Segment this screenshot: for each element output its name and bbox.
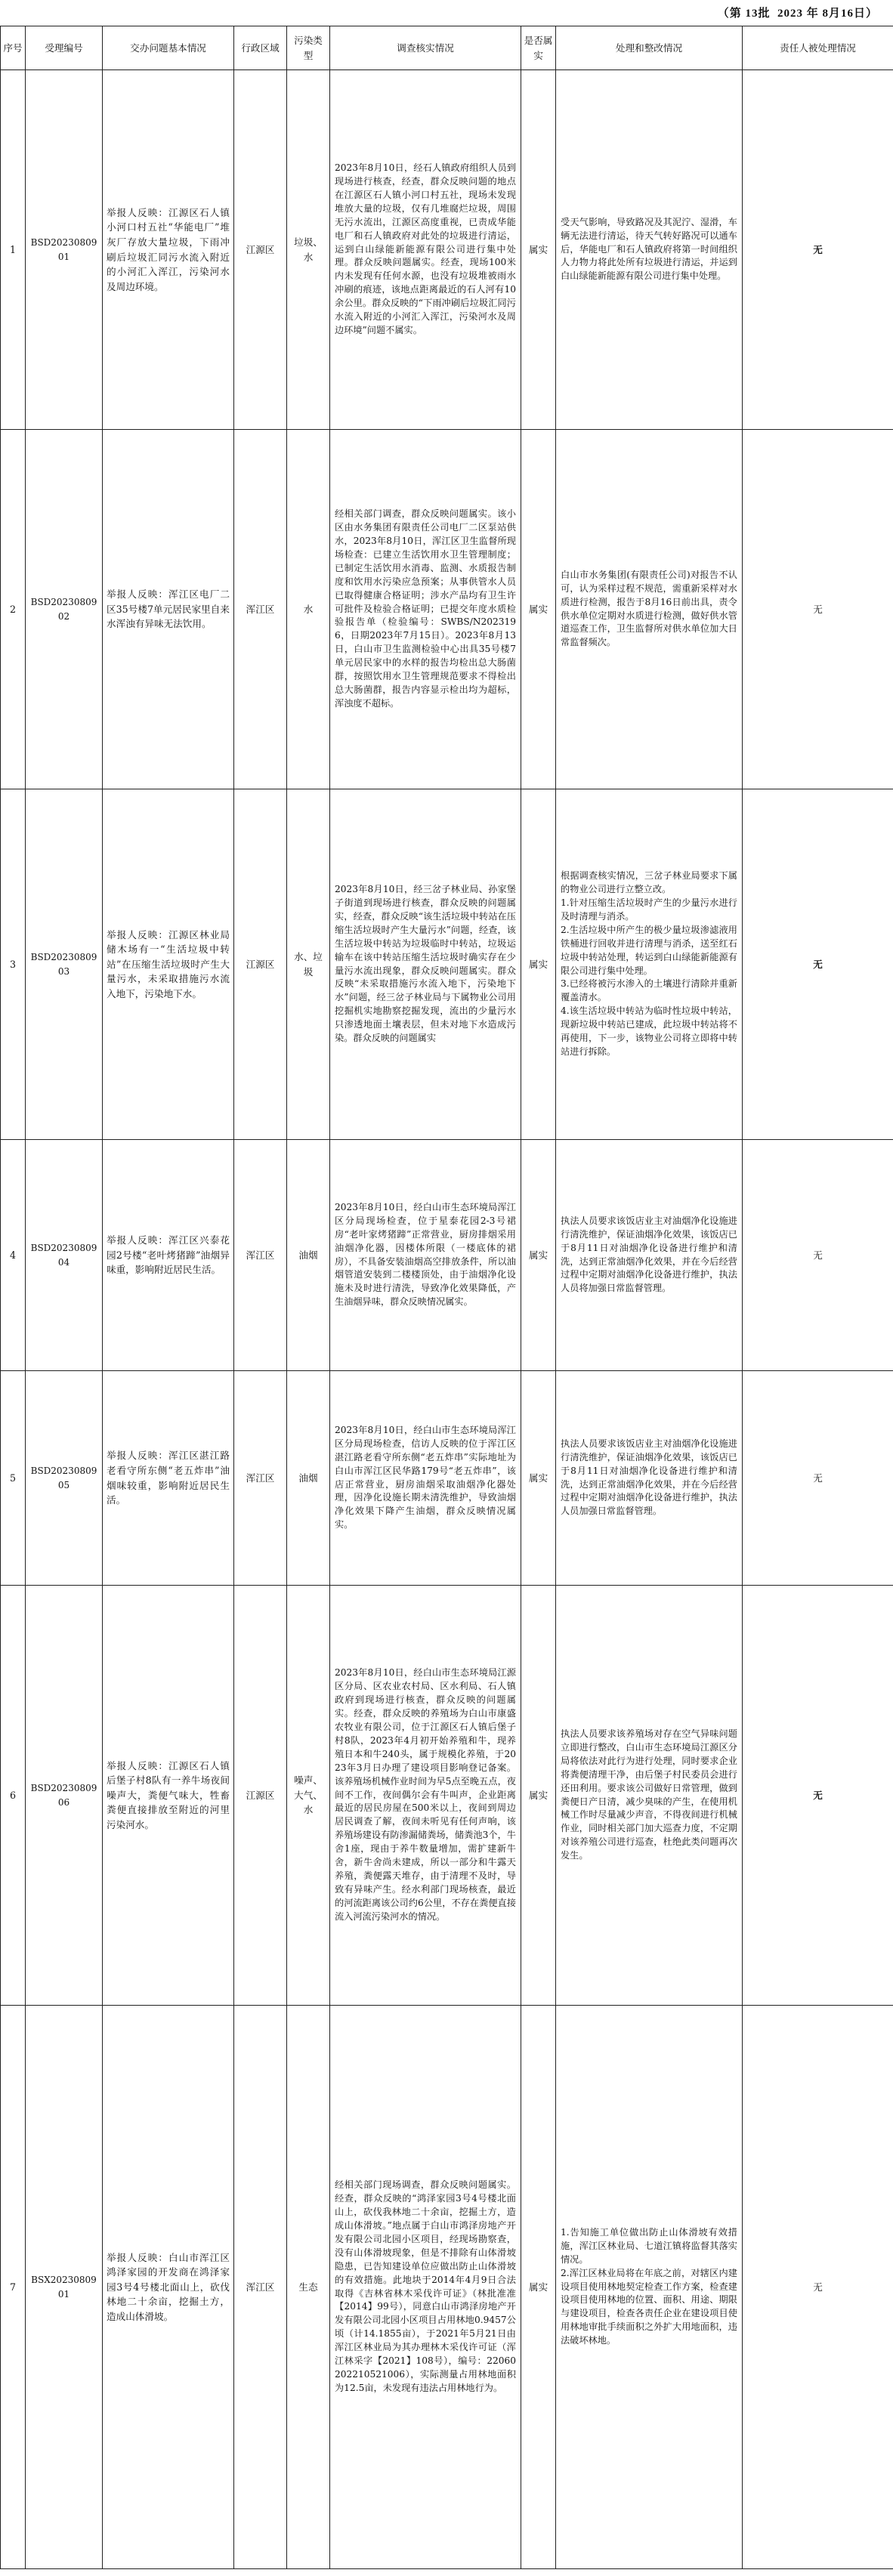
row-district: 江源区	[234, 789, 287, 1140]
row-id: BSD2023080903	[26, 789, 103, 1140]
row-id: BSD2023080902	[26, 430, 103, 789]
handling-text: 执法人员要求该饭店业主对油烟净化设施进行清洗维护，保证油烟净化效果，该饭店已于8月11日对油烟净化设备进行维护和清洗，达到正常油烟净化效果，并在今后经营过程中定期对油烟净化设备进行维护，执法人员将加强日常监督管理。	[561, 1215, 737, 1294]
handling-text: 执法人员要求该养殖场对存在空气异味问题立即进行整改，白山市生态环境局江源区分局将依法对此行为进行处理，同时要求企业将粪便清理干净，由后堡子村民委员会进行还田利用。要求该公司做好日常管理，做到粪便日产日清，减少臭味的产生，在使用机械工作时尽量减少声音，不得夜间进行机械作业，同时相关部门加大巡查力度，不定期对该养殖公司进行巡查，杜绝此类问题再次发生。	[561, 1728, 737, 1861]
row-verified: 属实	[521, 70, 556, 430]
row-findings: 经相关部门调查，群众反映问题属实。该小区由水务集团有限责任公司电厂二区泵站供水，2023年8月10日，浑江区卫生监督所现场检查：已建立生活饮用水卫生管理制度；已制定生活饮用水消毒、监测、水质报告制度和饮用水污染应急预案；从事供管水人员已取得健康合格证明；涉水产品均有卫生许可批件及检验合格证明；已提交年度水质检验报告单（检验编号：SWBS/N2023196，日期2023年7月15日）。2023年8月13日，白山市卫生监测检验中心出具35号楼7单元居民家中的水样的报告均检出总大肠菌群，按照饮用水卫生管理规范要求不得检出总大肠菌群，报告内容显示检出均为超标，浑浊度不超标。	[330, 430, 521, 789]
row-issue: 举报人反映：浑江区兴泰花园2号楼“老叶烤猪蹄”油烟异味重，影响附近居民生活。	[103, 1140, 234, 1371]
row-handling	[556, 789, 743, 1140]
table-row	[1, 1140, 893, 1371]
row-verified: 属实	[521, 430, 556, 789]
row-district: 浑江区	[234, 1371, 287, 1586]
row-findings: 2023年8月10日，经白山市生态环境局江源区分局、区农业农村局、区水利局、石人镇政府到现场进行核查，群众反映的问题属实。经查，群众反映的养殖场为白山市康盛农牧业有限公司，位于江源区石人镇后堡子村8队，2023年4月初开始养殖和牛，现养殖日本和牛240头，属于规模化养殖，于2023年3月日办理了建设项目影响登记备案。该养殖场机械作业时间为早5点至晚五点，夜间不工作，夜间偶尔会有牛叫声，企业距离最近的居民房屋在500米以上，夜间到周边居民调查了解，夜间未听见有任何声响，该养殖场建设有防渗漏储粪场，储粪池3个，牛舍1座，现由于养牛数量增加，需扩建新牛舍，新牛舍尚未建成，所以一部分和牛露天养殖，粪便露天堆存，由于清理不及时，导致有异味产生。经水利部门现场核查，最近的河流距离该公司约6公里，不存在粪便直接流入河流污染河水的情况。	[330, 1586, 521, 2006]
col-header-verified: 是否属实	[521, 26, 556, 70]
row-type: 生态	[287, 2006, 330, 2569]
col-header-type: 污染类型	[287, 26, 330, 70]
row-verified: 属实	[521, 789, 556, 1140]
row-responsibility: 无	[743, 789, 893, 1140]
row-issue: 举报人反映：浑江区电厂二区35号楼7单元居民家里自来水浑浊有异味无法饮用。	[103, 430, 234, 789]
table-header-row	[1, 26, 893, 70]
handling-text: 1.告知施工单位做出防止山体滑坡有效措施，浑江区林业局、七道江镇将监督其落实情况。 2.浑江区林业局将在年底之前，对辖区内建设项目使用林地契定检查工作方案，检查建设项目使用林地的位置、面积、用途、期限与建设项目，检查各责任企业在建设项目使用林地审批手续面积之外扩大用地面积，违法破坏林地。	[561, 2226, 737, 2346]
table-row	[1, 2006, 893, 2569]
row-issue: 举报人反映：浑江区湛江路老看守所东侧“老五炸串”油烟味较重，影响附近居民生活。	[103, 1371, 234, 1586]
row-type: 油烟	[287, 1371, 330, 1586]
row-responsibility: 无	[743, 70, 893, 430]
row-district: 浑江区	[234, 430, 287, 789]
row-no: 3	[1, 789, 26, 1140]
row-findings: 2023年8月10日，经白山市生态环境局浑江区分局现场检查，信访人反映的位于浑江区湛江路老看守所东侧“老五炸串”实际地址为白山市浑江区民华路179号“老五炸串”，该店正常营业，厨房油烟采取油烟净化器处理，因净化设施长期未清洗维护，导致油烟净化效果下降产生油烟，群众反映情况属实。	[330, 1371, 521, 1586]
col-header-district: 行政区域	[234, 26, 287, 70]
row-type: 噪声、大气、水	[287, 1586, 330, 2006]
row-id: BSD2023080905	[26, 1371, 103, 1586]
row-id: BSX2023080901	[26, 2006, 103, 2569]
row-handling	[556, 1371, 743, 1586]
row-verified: 属实	[521, 1371, 556, 1586]
row-no: 4	[1, 1140, 26, 1371]
row-handling	[556, 70, 743, 430]
row-handling	[556, 1586, 743, 2006]
row-verified: 属实	[521, 2006, 556, 2569]
row-responsibility: 无	[743, 430, 893, 789]
row-issue: 举报人反映：江源区石人镇小河口村五社“华能电厂”堆灰厂存放大量垃圾，下雨冲刷后垃圾汇同污水流入附近的小河汇入浑江，污染河水及周边环境。	[103, 70, 234, 430]
row-type: 油烟	[287, 1140, 330, 1371]
handling-text: 根据调查核实情况，三岔子林业局要求下属的物业公司进行立整立改。 1.针对压缩生活垃圾时产生的少量污水进行及时清理与消杀。 2.生活垃圾中所产生的极少量垃圾渗滤液用铁桶进行回收并进行清理与消杀，送至红石垃圾中转站处理，转运到白山绿能新能源有限公司进行集中处理。 3.已经将被污水渗入的土壤进行清除并重新覆盖清水。 4.该生活垃圾中转站为临时性垃圾中转站，现新垃圾中转站已建成，此垃圾中转站将不再使用，下一步，该物业公司将立即将中转站进行拆除。	[561, 869, 737, 1058]
col-header-handling: 处理和整改情况	[556, 26, 743, 70]
row-findings: 2023年8月10日，经三岔子林业局、孙家堡子街道到现场进行核查，群众反映的问题属实，经查，群众反映“该生活垃圾中转站在压缩生活垃圾时产生大量污水”问题，经查，该生活垃圾中转站为垃圾临时中转站，垃圾运输车在该中转站压缩生活垃圾时确实存在少量污水流出现象，群众反映问题属实。群众反映“未采取措施污水流入地下，污染地下水”问题，经三岔子林业局与下属物业公司用挖掘机实地勘察挖掘发现，流出的少量污水只渗透地面土壤表层，但未对地下水造成污染。群众反映的问题属实	[330, 789, 521, 1140]
row-no: 2	[1, 430, 26, 789]
row-responsibility: 无	[743, 2006, 893, 2569]
row-no: 6	[1, 1586, 26, 2006]
row-findings: 2023年8月10日，经石人镇政府组织人员到现场进行核查，经查，群众反映问题的地点在江源区石人镇小河口村五社，现场未发现堆放大量的垃圾，仅有几堆腐烂垃圾，周围无污水流出，江源区高度重视，已责成华能电厂和石人镇政府对此处的垃圾进行清运，运到白山绿能新能源有限公司进行集中处理。群众反映问题属实。经查，现场100米内未发现有任何水源，也没有垃圾堆被雨水冲刷的痕迹，该地点距离最近的石人河有10余公里。群众反映的“下雨冲刷后垃圾汇同污水流入附近的小河汇入浑江，污染河水及周边环境”问题不属实。	[330, 70, 521, 430]
row-district: 江源区	[234, 70, 287, 430]
row-no: 5	[1, 1371, 26, 1586]
row-no: 1	[1, 70, 26, 430]
complaint-table	[0, 26, 893, 2569]
row-id: BSD2023080901	[26, 70, 103, 430]
table-row	[1, 1371, 893, 1586]
row-handling	[556, 430, 743, 789]
handling-text: 白山市水务集团(有限责任公司)对报告不认可，认为采样过程不规范，需重新采样对水质进行检测，报告于8月16日前出具，责令供水单位定期对水质进行检测，做好供水管道巡查工作，卫生监督所对供水单位加大日常监督频次。	[561, 569, 737, 648]
col-header-no: 序号	[1, 26, 26, 70]
batch-date-label: （第 13批 2023 年 8月16日）	[717, 8, 878, 20]
row-responsibility: 无	[743, 1371, 893, 1586]
row-handling	[556, 1140, 743, 1371]
col-header-issue: 交办问题基本情况	[103, 26, 234, 70]
row-id: BSD2023080906	[26, 1586, 103, 2006]
row-type: 水	[287, 430, 330, 789]
col-header-findings: 调查核实情况	[330, 26, 521, 70]
col-header-id: 受理编号	[26, 26, 103, 70]
col-header-responsibility: 责任人被处理情况	[743, 26, 893, 70]
table-row	[1, 1586, 893, 2006]
row-district: 江源区	[234, 1586, 287, 2006]
table-row	[1, 70, 893, 430]
row-no: 7	[1, 2006, 26, 2569]
row-issue: 举报人反映：江源区石人镇后堡子村8队有一养牛场夜间噪声大，粪便气味大，牲畜粪便直接排放至附近的河里污染河水。	[103, 1586, 234, 2006]
row-district: 浑江区	[234, 1140, 287, 1371]
row-verified: 属实	[521, 1140, 556, 1371]
row-findings: 经相关部门现场调查，群众反映问题属实。经查，群众反映的“鸿泽家园3号4号楼北面山上，砍伐我林地二十余亩，挖掘土方，造成山体滑坡。”地点属于白山市鸿泽房地产开发有限公司北园小区项目，经现场勘察查，没有山体滑坡现象，但是不排除有山体滑坡隐患，已告知建设单位应做出防止山体滑坡的有效措施。此地块于2014年4月9日合法取得《吉林省林木采伐许可证》（林批准准【2014】99号），同意白山市鸿泽房地产开发有限公司北园小区项目占用林地0.9457公顷（计14.1855亩），于2021年5月21日由浑江区林业局为其办理林木采伐许可证（浑江林采字【2021】108号），编号：22060202210521006），实际测量占用林地面积为12.5亩，未发现有违法占用林地行为。	[330, 2006, 521, 2569]
row-district: 浑江区	[234, 2006, 287, 2569]
row-responsibility: 无	[743, 1140, 893, 1371]
handling-text: 受天气影响，导致路况及其泥泞、湿滑，车辆无法进行清运，待天气转好路况可以通车后，华能电厂和石人镇政府将第一时间组织人力物力将此处所有垃圾进行清运，并运到白山绿能新能源有限公司进行集中处理。	[561, 216, 737, 282]
row-handling	[556, 2006, 743, 2569]
row-type: 垃圾、水	[287, 70, 330, 430]
row-issue: 举报人反映：江源区林业局储木场有一“生活垃圾中转站”在压缩生活垃圾时产生大量污水，未采取措施污水流入地下，污染地下水。	[103, 789, 234, 1140]
report-header	[0, 0, 893, 26]
handling-text: 执法人员要求该饭店业主对油烟净化设施进行清洗维护，保证油烟净化效果，该饭店已于8月11日对油烟净化设备进行维护和清洗，达到正常油烟净化效果，并在今后经营过程中定期对油烟净化设备进行维护，执法人员加强日常监督管理。	[561, 1438, 737, 1517]
row-responsibility: 无	[743, 1586, 893, 2006]
row-verified: 属实	[521, 1586, 556, 2006]
row-findings: 2023年8月10日，经白山市生态环境局浑江区分局现场检查，位于星泰花园2-3号裙房“老叶家烤猪蹄”正常营业，厨房排烟采用油烟净化器，因楼体所限（一楼底体的裙房），不具备安装油烟高空排放条件，所以油烟管道安装到二楼楼顶处，由于油烟净化设施未及时进行清洗，导致净化效果降低，产生油烟异味，群众反映情况属实。	[330, 1140, 521, 1371]
table-row	[1, 430, 893, 789]
table-row	[1, 789, 893, 1140]
row-issue: 举报人反映：白山市浑江区鸿泽家园的开发商在鸿泽家园3号4号楼北面山上，砍伐林地二十余亩，挖掘土方，造成山体滑坡。	[103, 2006, 234, 2569]
row-id: BSD2023080904	[26, 1140, 103, 1371]
row-type: 水、垃圾	[287, 789, 330, 1140]
